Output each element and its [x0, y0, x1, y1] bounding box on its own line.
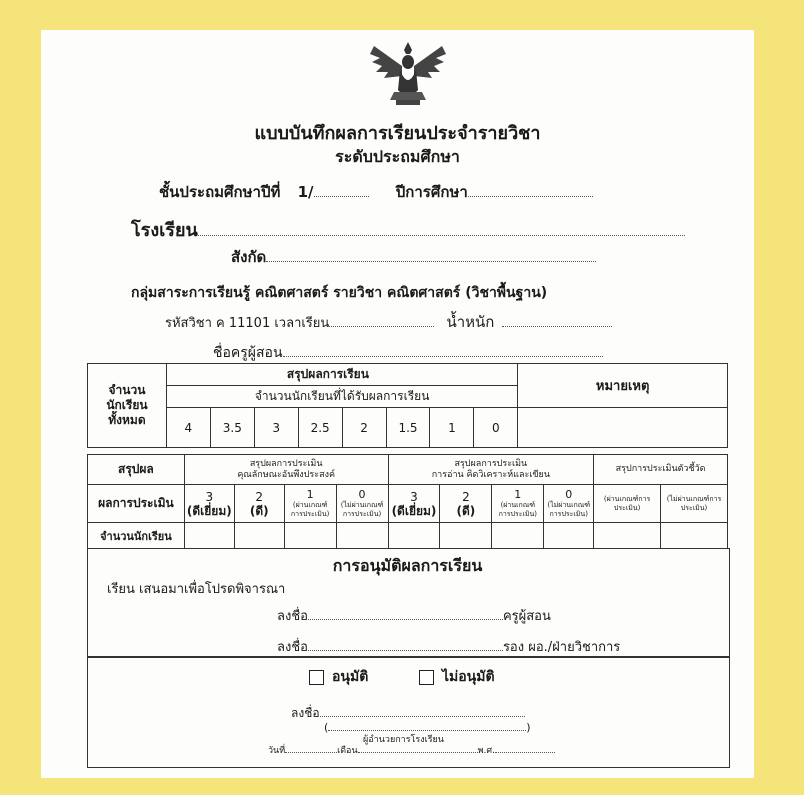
school-row [131, 215, 685, 244]
g2-col-3 [388, 485, 440, 523]
year-blank[interactable] [468, 182, 593, 197]
count-cell[interactable] [388, 523, 440, 549]
student-count-label: จำนวนนักเรียน [88, 523, 185, 549]
g2-desc: (ผ่านเกณฑ์ การประเมิน) [498, 501, 538, 518]
teacher-sign-row [277, 605, 551, 626]
school-blank[interactable] [198, 221, 685, 236]
day-blank[interactable] [285, 743, 337, 753]
study-time-blank[interactable] [329, 312, 434, 327]
g1-col-0 [336, 485, 388, 523]
g2-score: 1 [514, 488, 522, 501]
teacher-row [213, 342, 603, 364]
g2-col-1 [492, 485, 544, 523]
grade-col-2-5: 2.5 [298, 408, 342, 448]
course-row [165, 310, 612, 334]
g1-col-1 [284, 485, 336, 523]
month-blank[interactable] [358, 743, 478, 753]
sign-label: ลงชื่อ [277, 640, 308, 655]
affiliation-label: สังกัด [231, 248, 267, 266]
count-cell[interactable] [336, 523, 388, 549]
group3-header: สรุปการประเมินตัวชี้วัด [594, 455, 728, 485]
grade-value: 1/ [297, 183, 314, 201]
grade-count-header: จำนวนนักเรียนที่ได้รับผลการเรียน [166, 386, 517, 408]
approval-to: เรียน เสนอมาเพื่อโปรดพิจารณา [107, 582, 286, 597]
eval-label: ผลการประเมิน [88, 485, 185, 523]
grade-col-1-5: 1.5 [386, 408, 430, 448]
g1-score: 2 [255, 489, 264, 504]
teacher-sign-blank[interactable] [308, 605, 503, 620]
count-cell[interactable] [440, 523, 492, 549]
count-cell[interactable] [594, 523, 661, 549]
g1-col-3 [184, 485, 234, 523]
g1-score: 0 [358, 488, 366, 501]
date-year-label: พ.ศ. [477, 746, 495, 756]
teacher-role: ครูผู้สอน [502, 609, 551, 624]
summary-label: สรุปผล [88, 455, 185, 485]
g1-desc: (ไม่ผ่านเกณฑ์ การประเมิน) [340, 501, 384, 518]
grade-col-3: 3 [254, 408, 298, 448]
affiliation-blank[interactable] [266, 247, 596, 262]
count-cell[interactable] [184, 523, 234, 549]
summary-header: สรุปผลการเรียน [166, 364, 517, 386]
affiliation-row [231, 245, 596, 269]
g2-col-2 [440, 485, 492, 523]
remarks-cell[interactable] [518, 408, 728, 448]
date-month-label: เดือน [337, 746, 358, 756]
school-label: โรงเรียน [131, 220, 198, 241]
not-approve-option[interactable] [419, 666, 495, 688]
deputy-role: รอง ผอ./ฝ่ายวิชาการ [502, 640, 621, 655]
evaluation-table [87, 454, 728, 549]
g3-fail: (ไม่ผ่านเกณฑ์การ ประเมิน) [661, 485, 728, 523]
deputy-sign-blank[interactable] [308, 636, 503, 651]
paren-close: ) [526, 721, 531, 734]
form-subtitle: ระดับประถมศึกษา [335, 147, 460, 166]
count-cell[interactable] [234, 523, 284, 549]
approve-option[interactable] [309, 666, 368, 688]
date-day-label: วันที่ [268, 746, 286, 756]
g1-desc: (ผ่านเกณฑ์ การประเมิน) [290, 501, 330, 518]
group1-header: สรุปผลการประเมิน คุณลักษณะอันพึงประสงค์ [184, 455, 388, 485]
not-approve-label: ไม่อนุมัติ [442, 669, 495, 685]
g2-desc: (ไม่ผ่านเกณฑ์ การประเมิน) [547, 501, 591, 518]
g1-score: 1 [306, 488, 314, 501]
grade-col-1: 1 [430, 408, 474, 448]
director-name-blank[interactable] [328, 716, 526, 731]
teacher-label: ชื่อครูผู้สอน [213, 345, 283, 361]
paren-open: ( [324, 721, 329, 734]
grade-col-3-5: 3.5 [210, 408, 254, 448]
g2-score: 0 [565, 488, 573, 501]
g3-pass: (ผ่านเกณฑ์การ ประเมิน) [594, 485, 661, 523]
form-title: แบบบันทึกผลการเรียนประจำรายวิชา [254, 123, 541, 144]
g2-score: 3 [410, 489, 418, 504]
g2-col-0 [544, 485, 594, 523]
grade-col-4: 4 [166, 408, 210, 448]
count-cell[interactable] [284, 523, 336, 549]
weight-label: น้ำหนัก [446, 313, 495, 331]
year-blank[interactable] [495, 743, 555, 753]
director-title: ผู้อำนวยการโรงเรียน [363, 735, 444, 745]
g1-score: 3 [205, 489, 214, 504]
director-sign-blank[interactable] [320, 702, 525, 717]
course-code-label: รหัสวิชา ค 11101 เวลาเรียน [165, 316, 330, 331]
weight-blank[interactable] [502, 312, 612, 327]
g2-desc: (ดีเยี่ยม) [391, 503, 437, 518]
g1-desc: (ดีเยี่ยม) [186, 503, 232, 518]
form-sheet [41, 30, 754, 778]
sign-label: ลงชื่อ [291, 706, 320, 720]
g2-score: 2 [462, 489, 470, 504]
approve-checkbox[interactable] [309, 670, 324, 685]
total-students-header: จำนวน นักเรียน ทั้งหมด [88, 364, 167, 448]
grade-label: ชั้นประถมศึกษาปีที่ [159, 183, 281, 201]
sign-label: ลงชื่อ [277, 609, 308, 624]
grade-table [87, 363, 728, 448]
grade-col-0: 0 [474, 408, 518, 448]
count-cell[interactable] [661, 523, 728, 549]
approval-title: การอนุมัติผลการเรียน [332, 556, 483, 575]
count-cell[interactable] [544, 523, 594, 549]
group2-header: สรุปผลการประเมิน การอ่าน คิดวิเคราะห์และเขียน [388, 455, 594, 485]
subject-group-line: กลุ่มสาระการเรียนรู้ คณิตศาสตร์ รายวิชา คณิตศาสตร์ (วิชาพื้นฐาน) [131, 285, 548, 301]
garuda-emblem-icon [366, 40, 450, 108]
grade-row [159, 180, 593, 204]
grade-blank[interactable] [314, 182, 369, 197]
teacher-blank[interactable] [283, 342, 603, 357]
year-label: ปีการศึกษา [395, 183, 468, 201]
deputy-sign-row [277, 636, 620, 657]
g1-col-2 [234, 485, 284, 523]
g1-desc: (ดี) [249, 503, 269, 518]
approve-label: อนุมัติ [332, 669, 369, 685]
not-approve-checkbox[interactable] [419, 670, 434, 685]
date-row [268, 743, 555, 757]
count-cell[interactable] [492, 523, 544, 549]
grade-col-2: 2 [342, 408, 386, 448]
g2-desc: (ดี) [456, 503, 476, 518]
remarks-header: หมายเหตุ [518, 364, 728, 408]
